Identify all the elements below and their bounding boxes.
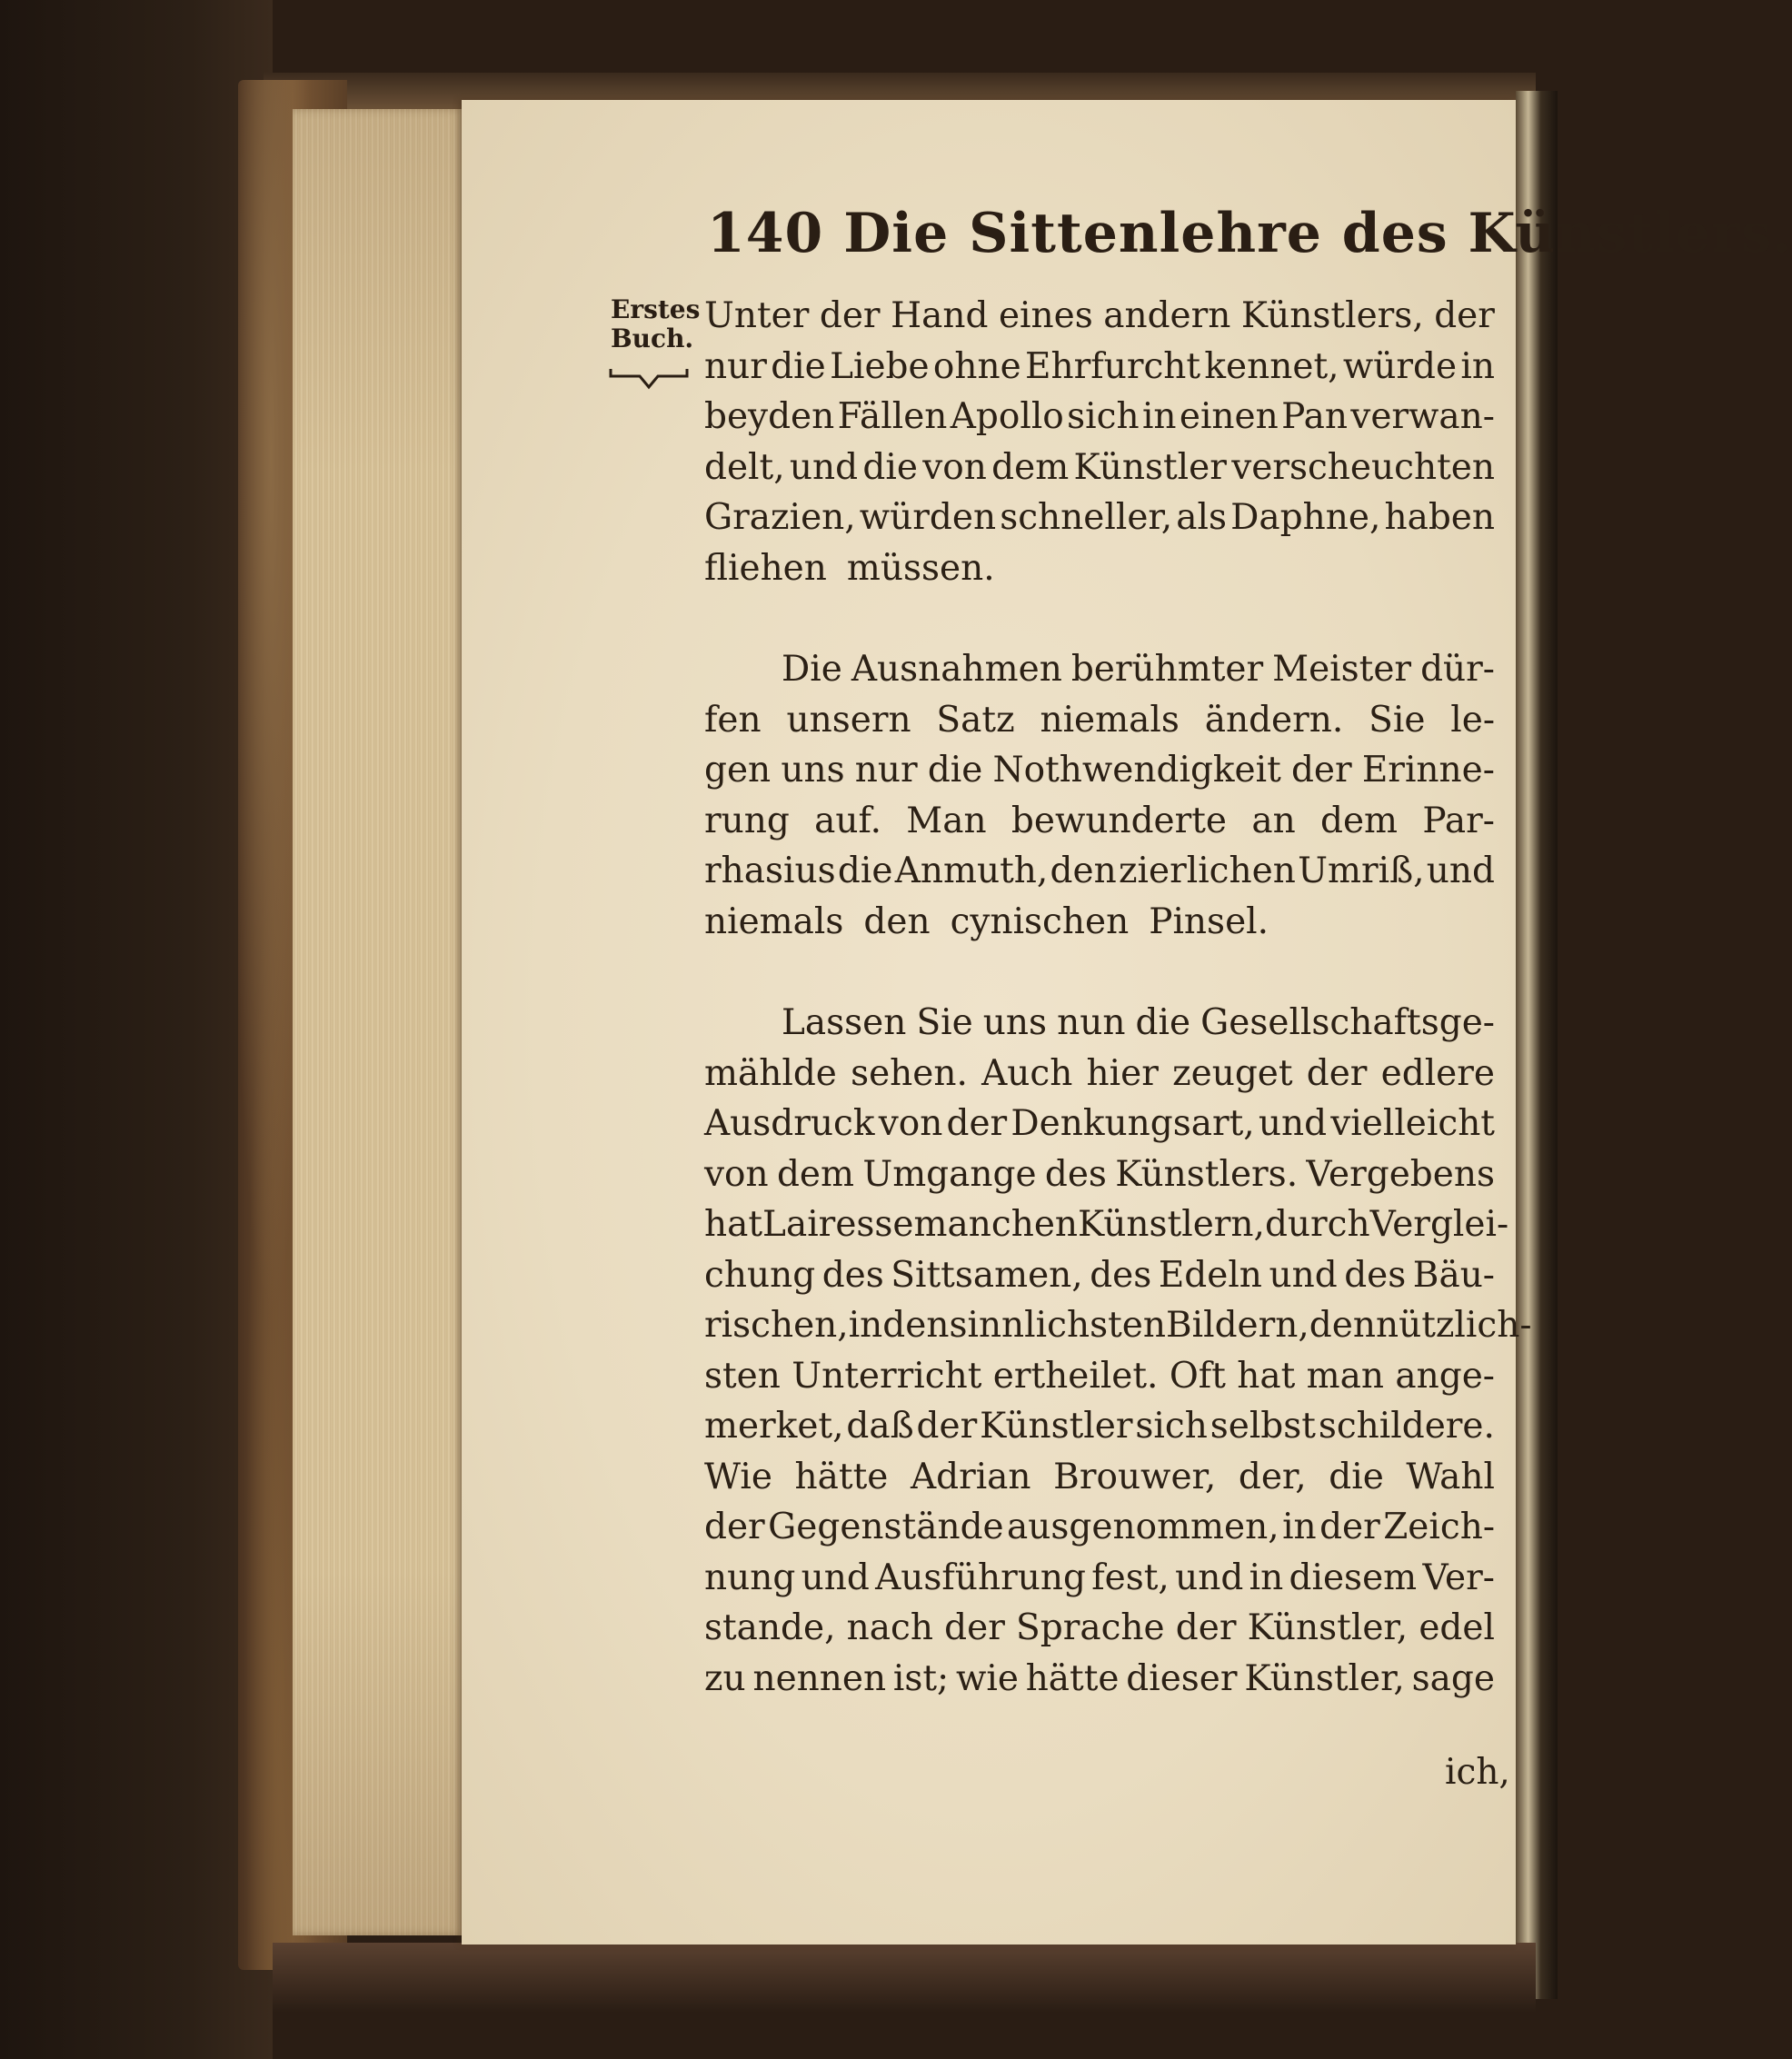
paragraph-gap (704, 593, 1495, 644)
word: selbst (1210, 1406, 1316, 1447)
word: Anmuth, (894, 850, 1049, 891)
word: niemals (1040, 699, 1180, 741)
word: Künstler (1073, 446, 1227, 488)
word: eines (998, 295, 1093, 336)
word: Daphne, (1230, 497, 1381, 538)
word: dem (776, 1153, 854, 1195)
word: niemals (704, 900, 844, 942)
margin-note-line: Buch. (611, 323, 694, 353)
word: an (1251, 800, 1296, 841)
word: delt, (704, 446, 785, 488)
text-line (704, 1553, 1495, 1604)
word: Denkungsart, (1010, 1103, 1255, 1144)
word: der (819, 295, 881, 336)
word: ange- (1395, 1355, 1495, 1397)
word: andern (1103, 295, 1231, 336)
word: Hand (891, 295, 989, 336)
word: sage (1411, 1657, 1495, 1699)
word: nur (854, 750, 918, 791)
text-line (704, 796, 1495, 847)
word: Vergebens (1306, 1153, 1495, 1195)
page-number: 140 (707, 202, 824, 265)
word: von (878, 1103, 943, 1144)
word: Ausführung (875, 1557, 1086, 1598)
word: der (1175, 1607, 1237, 1648)
word: und (1426, 850, 1495, 891)
word: Satz (936, 699, 1015, 741)
text-line (704, 897, 1495, 948)
word: müssen. (846, 547, 995, 589)
text-line (704, 745, 1495, 796)
word: Pan (1281, 396, 1348, 437)
word: Meister (1272, 649, 1412, 690)
word: bewunderte (1010, 800, 1228, 841)
word: als (1176, 497, 1228, 538)
word: stande, (704, 1607, 836, 1648)
word: von (704, 1153, 769, 1195)
word: ist; (892, 1657, 950, 1699)
word: uns (982, 1002, 1048, 1043)
word: Apollo (950, 396, 1064, 437)
word: Erinne- (1361, 750, 1495, 791)
word: rhasius (704, 850, 836, 891)
text-line (704, 998, 1495, 1049)
word: Lassen (782, 1002, 907, 1043)
word: unsern (786, 699, 911, 741)
word: rung (704, 800, 790, 841)
word: ohne (932, 345, 1021, 387)
word: würde (1342, 345, 1458, 387)
word: nennen (752, 1657, 887, 1699)
word: zierlichen (1118, 850, 1296, 891)
word: die (862, 446, 918, 488)
word: in (848, 1305, 883, 1346)
word: cynischen (950, 900, 1130, 942)
word: le- (1450, 699, 1495, 741)
word: daß (846, 1406, 914, 1447)
word: Nothwendigkeit (992, 750, 1281, 791)
running-title: Die Sittenlehre des Künstlers. (843, 202, 1792, 265)
word: und (1258, 1103, 1328, 1144)
text-line (704, 342, 1495, 393)
text-line (704, 644, 1495, 695)
text-line (704, 846, 1495, 897)
word: einen (1179, 396, 1279, 437)
catchword: ich, (1445, 1752, 1510, 1793)
word: edlere (1380, 1052, 1495, 1094)
word: chung (704, 1254, 816, 1296)
word: durch (1264, 1204, 1370, 1245)
word: von (922, 446, 987, 488)
word: und (801, 1557, 870, 1598)
word: ertheilet. (992, 1355, 1159, 1397)
word: manchen (913, 1204, 1079, 1245)
text-line (704, 1452, 1495, 1503)
word: dem (991, 446, 1070, 488)
book-bottom-edge (273, 1943, 1536, 2059)
word: die (927, 750, 983, 791)
word: Künstler, (1244, 1657, 1405, 1699)
word: nützlich- (1375, 1305, 1532, 1346)
margin-note (611, 295, 702, 353)
word: verscheuchten (1231, 446, 1495, 488)
word: Umgange (862, 1153, 1037, 1195)
word: hätte (1025, 1657, 1120, 1699)
word: gen (704, 750, 772, 791)
word: Ehrfurcht (1025, 345, 1201, 387)
text-line (704, 392, 1495, 443)
text-line (704, 695, 1495, 746)
word: des (1090, 1254, 1152, 1296)
word: zeuget (1172, 1052, 1293, 1094)
word: Bildern, (1165, 1305, 1309, 1346)
word: Künstlers, (1240, 295, 1424, 336)
word: Wahl (1406, 1456, 1495, 1497)
word: rischen, (704, 1305, 849, 1346)
word: der (1434, 295, 1495, 336)
word: zu (704, 1657, 746, 1699)
word: der (1290, 750, 1352, 791)
word: merket, (704, 1406, 844, 1447)
word: Par- (1422, 800, 1495, 841)
word: sinnlichsten (949, 1305, 1166, 1346)
word: verwan- (1350, 396, 1495, 437)
word: die (771, 345, 826, 387)
word: Ausnahmen (851, 649, 1062, 690)
word: der, (1238, 1456, 1307, 1497)
running-head (707, 202, 1792, 265)
word: Künstler, (1247, 1607, 1409, 1648)
word: Man (906, 800, 987, 841)
word: Brouwer, (1053, 1456, 1217, 1497)
word: der (1319, 1507, 1380, 1547)
word: dem (1320, 800, 1399, 841)
word: Sprache (1016, 1607, 1165, 1648)
word: die (1329, 1456, 1384, 1497)
page-edge-shading (293, 109, 465, 1935)
margin-brace-ornament (607, 363, 691, 391)
word: Ausdruck (704, 1103, 875, 1144)
text-line (704, 1502, 1495, 1553)
word: und (789, 446, 859, 488)
word: Ver- (1422, 1557, 1495, 1598)
word: Gesellschaftsge- (1200, 1002, 1495, 1043)
word: wie (955, 1657, 1019, 1699)
body-text (704, 291, 1532, 1704)
word: Oft (1169, 1355, 1226, 1397)
word: kennet, (1204, 345, 1339, 387)
word: Umriß, (1298, 850, 1425, 891)
text-line (704, 1654, 1495, 1705)
word: den (863, 900, 931, 942)
word: fest, (1091, 1557, 1170, 1598)
text-line (704, 1300, 1532, 1351)
word: in (1460, 345, 1495, 387)
word: nach (846, 1607, 933, 1648)
margin-note-line: Erstes (611, 294, 701, 324)
word: und (1175, 1557, 1244, 1598)
word: Auch (981, 1052, 1073, 1094)
text-line (704, 1603, 1495, 1654)
word: der (1306, 1052, 1368, 1094)
word: des (1344, 1254, 1407, 1296)
word: sehen. (851, 1052, 968, 1094)
word: schildere. (1318, 1406, 1495, 1447)
word: der (944, 1607, 1005, 1648)
word: nun (1057, 1002, 1126, 1043)
word: auf. (814, 800, 881, 841)
word: sich (1135, 1406, 1208, 1447)
word: Liebe (830, 345, 930, 387)
word: der (946, 1103, 1008, 1144)
text-line (704, 492, 1495, 543)
word: die (1135, 1002, 1191, 1043)
word: schneller, (1000, 497, 1173, 538)
word: des (821, 1254, 884, 1296)
text-line (704, 443, 1495, 493)
right-page-strip (1516, 91, 1558, 1999)
word: in (1282, 1507, 1317, 1547)
word: Sittsamen, (891, 1254, 1083, 1296)
word: Künstlern, (1078, 1204, 1265, 1245)
word: mählde (704, 1052, 837, 1094)
word: uns (781, 750, 845, 791)
word: haben (1384, 497, 1495, 538)
word: nung (704, 1557, 796, 1598)
word: berühmter (1070, 649, 1264, 690)
word: vielleicht (1330, 1103, 1495, 1144)
word: beyden (704, 396, 835, 437)
word: man (1306, 1355, 1385, 1397)
text-line (704, 1049, 1495, 1099)
word: der (916, 1406, 978, 1447)
word: Grazien, (704, 497, 856, 538)
word: den (882, 1305, 950, 1346)
word: den (1050, 850, 1117, 891)
text-line (704, 291, 1495, 342)
paragraph-gap (704, 947, 1495, 998)
word: Fällen (837, 396, 948, 437)
word: hat (1237, 1355, 1296, 1397)
word: ändern. (1204, 699, 1344, 741)
text-line (704, 1250, 1495, 1301)
text-line (704, 1401, 1495, 1452)
word: die (837, 850, 893, 891)
text-line (704, 543, 1495, 594)
background-left (0, 0, 273, 2059)
word: Gegenstände (768, 1507, 1004, 1547)
word: würden (859, 497, 997, 538)
word: hat (704, 1204, 763, 1245)
word: Unterricht (791, 1355, 982, 1397)
word: in (1249, 1557, 1284, 1598)
word: dieser (1126, 1657, 1238, 1699)
word: Edeln (1158, 1254, 1262, 1296)
word: fliehen (704, 547, 827, 589)
word: in (1141, 396, 1177, 437)
word: Bäu- (1412, 1254, 1495, 1296)
word: der (704, 1507, 765, 1547)
word: hier (1086, 1052, 1159, 1094)
word: Künstler (980, 1406, 1133, 1447)
text-line (704, 1099, 1495, 1149)
word: ausgenommen, (1007, 1507, 1279, 1547)
word: dür- (1420, 649, 1495, 690)
word: des (1044, 1153, 1107, 1195)
word: Verglei- (1369, 1204, 1509, 1245)
text-line (704, 1199, 1509, 1250)
word: Künstlers. (1115, 1153, 1299, 1195)
word: Sie (916, 1002, 973, 1043)
word: Unter (704, 295, 810, 336)
word: den (1309, 1305, 1376, 1346)
word: sten (704, 1355, 781, 1397)
word: diesem (1289, 1557, 1418, 1598)
word: Wie (704, 1456, 772, 1497)
word: Die (782, 649, 842, 690)
word: Zeich- (1383, 1507, 1495, 1547)
word: fen (704, 699, 762, 741)
word: Lairesse (762, 1204, 914, 1245)
word: hätte (794, 1456, 889, 1497)
word: edel (1419, 1607, 1495, 1648)
word: Pinsel. (1149, 900, 1269, 942)
word: sich (1067, 396, 1140, 437)
text-line (704, 1149, 1495, 1200)
text-line (704, 1351, 1495, 1402)
word: und (1269, 1254, 1338, 1296)
word: nur (704, 345, 767, 387)
word: Adrian (910, 1456, 1031, 1497)
word: Sie (1369, 699, 1426, 741)
